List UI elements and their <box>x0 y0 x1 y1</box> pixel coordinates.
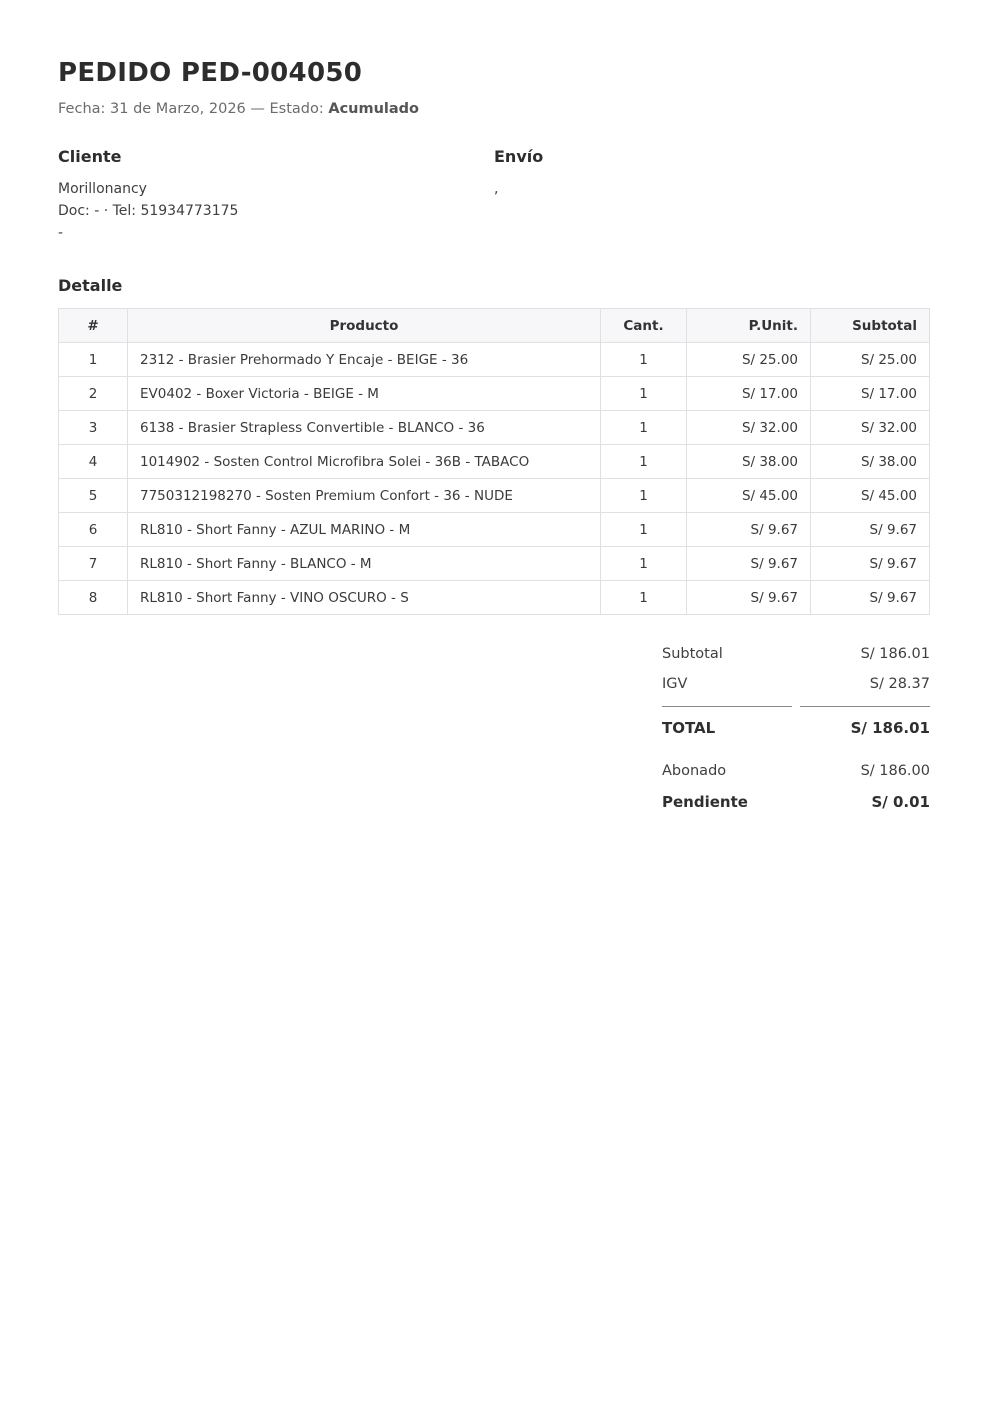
igv-value: S/ 28.37 <box>869 676 930 692</box>
cell-punit: S/ 9.67 <box>687 513 811 547</box>
table-row <box>59 479 930 513</box>
order-meta <box>58 101 930 117</box>
col-num-header: # <box>59 309 128 343</box>
col-subtotal-header: Subtotal <box>811 309 930 343</box>
totals-pendiente-row <box>662 786 930 818</box>
cell-num: 2 <box>59 377 128 411</box>
cell-cant: 1 <box>601 411 687 445</box>
cell-subtotal: S/ 32.00 <box>811 411 930 445</box>
totals-abonado-row <box>662 756 930 786</box>
abonado-value: S/ 186.00 <box>860 763 930 779</box>
pendiente-value: S/ 0.01 <box>871 793 930 811</box>
cell-producto: RL810 - Short Fanny - AZUL MARINO - M <box>128 513 601 547</box>
totals-subtotal-row <box>662 639 930 669</box>
cell-cant: 1 <box>601 445 687 479</box>
total-label: TOTAL <box>662 706 792 737</box>
detalle-table <box>58 308 930 615</box>
cell-punit: S/ 9.67 <box>687 581 811 615</box>
table-header <box>59 309 930 343</box>
cell-subtotal: S/ 25.00 <box>811 343 930 377</box>
cell-subtotal: S/ 38.00 <box>811 445 930 479</box>
page-title: PEDIDO PED-004050 <box>58 58 363 88</box>
cell-producto: 6138 - Brasier Strapless Convertible - BLANCO - 36 <box>128 411 601 445</box>
cell-cant: 1 <box>601 479 687 513</box>
table-row <box>59 377 930 411</box>
cell-num: 6 <box>59 513 128 547</box>
cell-punit: S/ 17.00 <box>687 377 811 411</box>
cliente-direccion: - <box>58 225 64 241</box>
col-punit-header: P.Unit. <box>687 309 811 343</box>
subtotal-value: S/ 186.01 <box>860 646 930 662</box>
cliente-nombre: Morillonancy <box>58 181 147 197</box>
detalle-heading: Detalle <box>58 276 123 295</box>
cell-subtotal: S/ 9.67 <box>811 581 930 615</box>
cell-num: 3 <box>59 411 128 445</box>
col-producto-header: Producto <box>128 309 601 343</box>
envio-heading: Envío <box>494 147 544 166</box>
cliente-section <box>58 147 494 244</box>
igv-label: IGV <box>662 676 688 692</box>
table-row <box>59 411 930 445</box>
table-row <box>59 581 930 615</box>
table-row <box>59 547 930 581</box>
cliente-doc-tel: Doc: - · Tel: 51934773175 <box>58 203 239 219</box>
cell-subtotal: S/ 45.00 <box>811 479 930 513</box>
parties-section <box>58 147 930 244</box>
table-body <box>59 343 930 615</box>
cell-producto: RL810 - Short Fanny - VINO OSCURO - S <box>128 581 601 615</box>
cell-producto: RL810 - Short Fanny - BLANCO - M <box>128 547 601 581</box>
cell-producto: 2312 - Brasier Prehormado Y Encaje - BEIGE - 36 <box>128 343 601 377</box>
totals-total-row <box>662 706 930 744</box>
cell-subtotal: S/ 17.00 <box>811 377 930 411</box>
table-row <box>59 445 930 479</box>
abonado-label: Abonado <box>662 763 727 779</box>
cell-punit: S/ 25.00 <box>687 343 811 377</box>
cell-producto: EV0402 - Boxer Victoria - BEIGE - M <box>128 377 601 411</box>
cell-subtotal: S/ 9.67 <box>811 513 930 547</box>
cell-punit: S/ 45.00 <box>687 479 811 513</box>
cell-cant: 1 <box>601 343 687 377</box>
order-meta-text: Fecha: 31 de Marzo, 2026 — Estado: <box>58 101 324 117</box>
cell-punit: S/ 38.00 <box>687 445 811 479</box>
cell-num: 7 <box>59 547 128 581</box>
cell-punit: S/ 32.00 <box>687 411 811 445</box>
cell-cant: 1 <box>601 377 687 411</box>
table-row <box>59 513 930 547</box>
total-value: S/ 186.01 <box>800 706 930 737</box>
cell-num: 4 <box>59 445 128 479</box>
totals-section <box>662 639 930 818</box>
cell-cant: 1 <box>601 547 687 581</box>
totals-igv-row <box>662 669 930 706</box>
status-badge: Acumulado <box>328 101 420 117</box>
cell-subtotal: S/ 9.67 <box>811 547 930 581</box>
cell-producto: 7750312198270 - Sosten Premium Confort - 36 - NUDE <box>128 479 601 513</box>
cell-producto: 1014902 - Sosten Control Microfibra Solei - 36B - TABACO <box>128 445 601 479</box>
cell-cant: 1 <box>601 513 687 547</box>
cell-num: 8 <box>59 581 128 615</box>
cell-cant: 1 <box>601 581 687 615</box>
table-row <box>59 343 930 377</box>
subtotal-label: Subtotal <box>662 646 723 662</box>
cell-num: 1 <box>59 343 128 377</box>
pendiente-label: Pendiente <box>662 793 748 811</box>
cell-num: 5 <box>59 479 128 513</box>
cell-punit: S/ 9.67 <box>687 547 811 581</box>
col-cant-header: Cant. <box>601 309 687 343</box>
table-header-row <box>59 309 930 343</box>
cliente-heading: Cliente <box>58 147 122 166</box>
envio-section <box>494 147 930 244</box>
envio-direccion: , <box>494 181 499 197</box>
